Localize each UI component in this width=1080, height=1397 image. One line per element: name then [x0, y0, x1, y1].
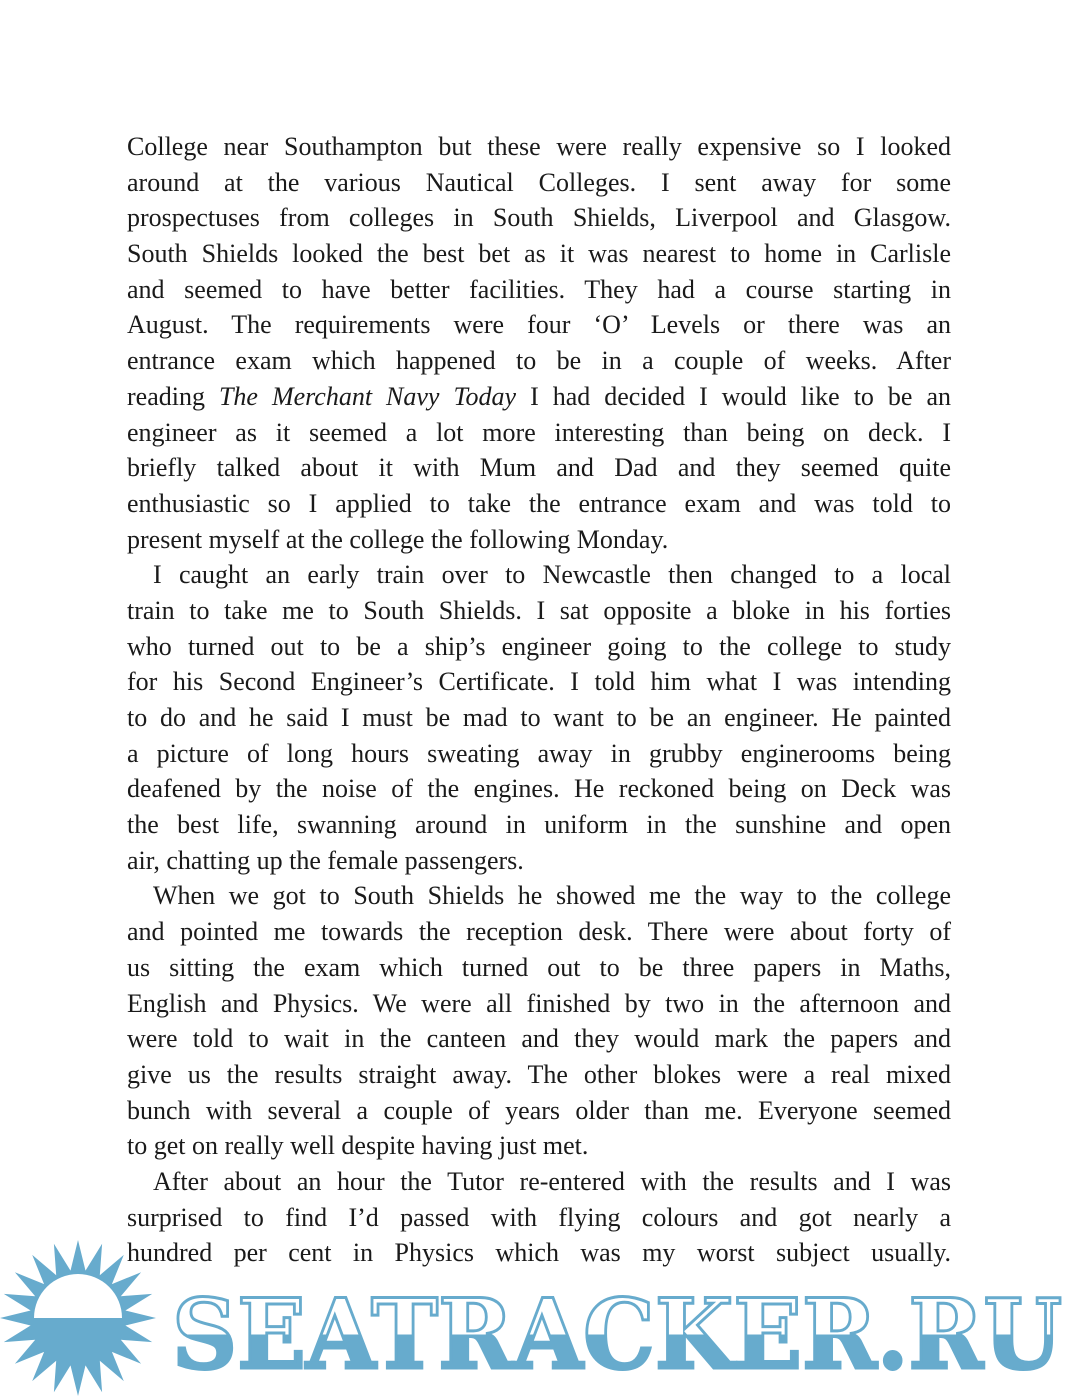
- text-line: [127, 664, 951, 700]
- text-segment: College near Southampton but these were really expensive so I looked: [127, 132, 951, 161]
- text-line: [127, 950, 951, 986]
- text-line: [127, 165, 951, 201]
- text-line: [127, 1164, 951, 1200]
- text-line: [127, 486, 951, 522]
- text-line: [127, 1093, 951, 1129]
- text-line: [127, 843, 951, 879]
- text-segment: and seemed to have better facilities. They had a course starting in: [127, 274, 951, 304]
- text-line: [127, 736, 951, 772]
- text-segment: When we got to South Shields he showed me the way to the college: [153, 881, 951, 911]
- text-line: [127, 236, 951, 272]
- text-line: [127, 415, 951, 451]
- text-segment: a picture of long hours sweating away in grubby enginerooms being: [127, 738, 951, 768]
- text-line: [127, 593, 951, 629]
- text-segment: the best life, swanning around in uniform in the sunshine and open: [127, 810, 951, 840]
- text-segment: for his Second Engineer’s Certificate. I told him what I was intending: [127, 667, 951, 697]
- text-segment: us sitting the exam which turned out to be three papers in Maths,: [127, 952, 951, 982]
- text-line: [127, 700, 951, 736]
- text-line: [127, 272, 951, 308]
- text-segment: present myself at the college the following Monday.: [127, 524, 669, 554]
- text-line: [127, 379, 951, 415]
- text-line: [127, 807, 951, 843]
- text-segment: and pointed me towards the reception desk. There were about forty of: [127, 917, 951, 947]
- text-segment: train to take me to South Shields. I sat opposite a bloke in his forties: [127, 595, 951, 625]
- text-line: [127, 522, 951, 558]
- text-segment: hundred per cent in Physics which was my worst subject usually.: [127, 1238, 951, 1268]
- text-line: [127, 771, 951, 807]
- text-segment: surprised to find I’d passed with flying colours and got nearly a: [127, 1202, 951, 1232]
- text-segment: to do and he said I must be mad to want to be an engineer. He painted: [127, 703, 951, 732]
- text-segment: South Shields looked the best bet as it was nearest to home in Carlisle: [127, 239, 951, 269]
- book-title-italic: The Merchant Navy Today: [218, 381, 517, 411]
- text-segment: air, chatting up the female passengers.: [127, 845, 524, 875]
- text-segment: give us the results straight away. The other blokes were a real mixed: [127, 1059, 951, 1089]
- text-segment: I had decided I would like to be an: [516, 381, 951, 411]
- text-segment: around at the various Nautical Colleges. I sent away for some: [127, 167, 951, 197]
- text-segment: I caught an early train over to Newcastle then changed to a local: [153, 560, 951, 590]
- text-segment: bunch with several a couple of years older than me. Everyone seemed: [127, 1095, 951, 1125]
- text-line: [127, 986, 951, 1022]
- text-segment: were told to wait in the canteen and they would mark the papers and: [127, 1024, 951, 1054]
- text-segment: briefly talked about it with Mum and Dad and they seemed quite: [127, 453, 951, 483]
- text-segment: After about an hour the Tutor re-entered with the results and I was: [153, 1166, 951, 1196]
- text-line: [127, 1057, 951, 1093]
- text-line: [127, 914, 951, 950]
- text-segment: reading: [127, 381, 219, 411]
- text-line: [127, 629, 951, 665]
- text-segment: engineer as it seemed a lot more interesting than being on deck. I: [127, 417, 951, 447]
- sun-logo-icon: [0, 1240, 156, 1396]
- seatracker-watermark: [0, 1236, 1080, 1397]
- text-line: [127, 557, 951, 593]
- text-segment: enthusiastic so I applied to take the entrance exam and was told to: [127, 488, 951, 518]
- text-segment: entrance exam which happened to be in a couple of weeks. After: [127, 346, 951, 376]
- text-line: [127, 1021, 951, 1057]
- text-line: [127, 307, 951, 343]
- text-line: [127, 450, 951, 486]
- text-segment: prospectuses from colleges in South Shields, Liverpool and Glasgow.: [127, 203, 951, 233]
- text-line: [127, 129, 951, 165]
- text-segment: who turned out to be a ship’s engineer going to the college to study: [127, 631, 951, 661]
- text-line: [127, 343, 951, 379]
- text-segment: English and Physics. We were all finished by two in the afternoon and: [127, 988, 951, 1018]
- text-line: [127, 1128, 951, 1164]
- page-body-text: [127, 129, 951, 1271]
- text-line: [127, 1200, 951, 1236]
- text-line: [127, 878, 951, 914]
- text-segment: to get on really well despite having just met.: [127, 1131, 589, 1161]
- text-segment: deafened by the noise of the engines. He reckoned being on Deck was: [127, 774, 951, 804]
- text-segment: August. The requirements were four ‘O’ Levels or there was an: [127, 310, 951, 340]
- text-line: [127, 200, 951, 236]
- watermark-text: SEATRACKER.RU: [172, 1278, 1062, 1391]
